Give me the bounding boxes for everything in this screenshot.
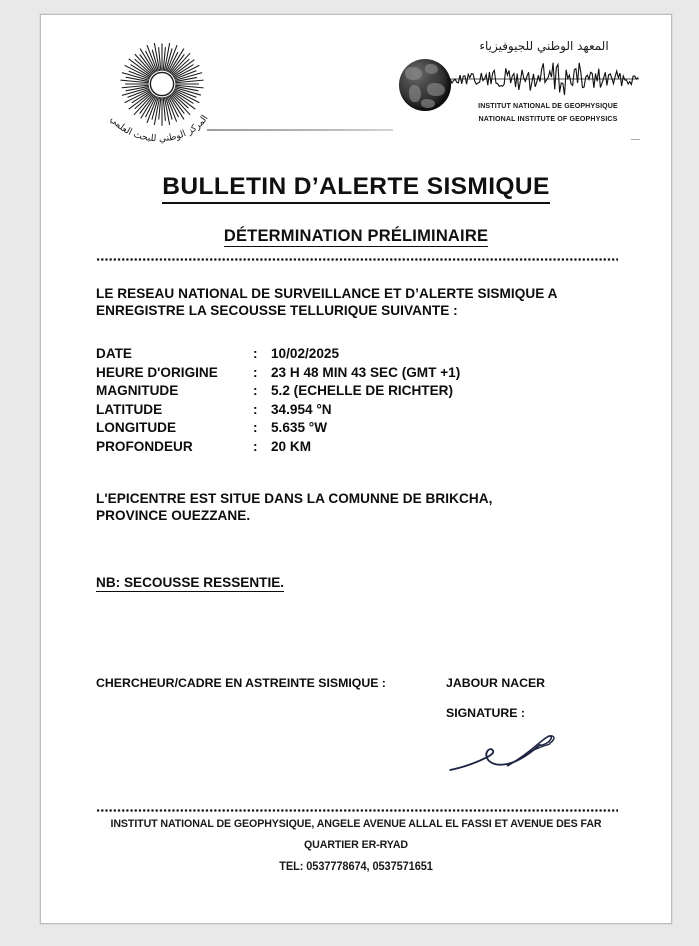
signature-label: SIGNATURE : [446,706,526,720]
intro-paragraph [96,285,558,319]
event-parameter-row [96,346,460,365]
event-parameter-value: 5.2 (ECHELLE DE RICHTER) [271,383,454,398]
left-logo-arabic-text: المركز الوطني للبحث العلمي [107,113,211,145]
left-logo-arabic-caption [99,99,219,145]
page-title-text: BULLETIN D’ALERTE SISMIQUE [162,173,549,204]
page-subtitle-text: DÉTERMINATION PRÉLIMINAIRE [223,227,489,245]
footer-district: QUARTIER ER-RYAD [304,839,408,851]
epicentre-line-1: L'EPICENTRE EST SITUE DANS LA COMUNNE DE BRIKCHA, [96,491,493,506]
event-parameter-separator: : [253,401,258,417]
event-parameter-value: 20 KM [271,438,312,454]
document-header [41,15,671,145]
event-parameter-separator: : [253,364,258,380]
event-parameter-separator: : [253,420,258,435]
event-parameters-table [96,346,460,457]
divider-top [96,258,618,261]
event-parameter-row [96,402,460,421]
event-parameter-separator: : [253,383,258,398]
event-parameter-row [96,383,460,402]
header-dash-right [631,139,640,140]
event-parameter-row [96,365,460,384]
document-page [40,14,672,924]
event-parameter-label: LONGITUDE [96,420,177,435]
intro-line-1: LE RESEAU NATIONAL DE SURVEILLANCE ET D’ALERTE SISMIQUE A [96,286,558,301]
left-logo [99,41,219,145]
right-logo [391,37,641,137]
intro-line-2: ENREGISTRE LA SECOUSSE TELLURIQUE SUIVANTE : [96,303,458,318]
epicentre-line-2: PROVINCE OUEZZANE. [96,508,251,523]
institute-name-fr: INSTITUT NATIONAL DE GEOPHYSIQUE [478,101,618,110]
event-parameter-label: DATE [96,346,132,361]
event-parameter-row [96,420,460,439]
event-parameter-value: 10/02/2025 [271,346,340,361]
event-parameter-label: HEURE D'ORIGINE [96,364,218,380]
page-subtitle [41,227,671,246]
note-line [96,575,284,590]
event-parameter-label: MAGNITUDE [96,383,179,398]
page-title [41,173,671,201]
right-logo-arabic-name: المعهد الوطني للجيوفيزياء [479,39,609,53]
event-parameter-label: PROFONDEUR [96,438,193,454]
duty-officer-name: JABOUR NACER [446,676,546,690]
handwritten-signature-icon [446,727,586,785]
svg-text:المركز الوطني للبحث العلمي [108,113,211,144]
epicentre-paragraph [96,490,492,524]
note-text: NB: SECOUSSE RESSENTIE. [96,575,285,590]
header-rule-left [207,129,393,131]
divider-bottom [96,809,618,812]
event-parameter-separator: : [253,346,258,361]
footer-address: INSTITUT NATIONAL DE GEOPHYSIQUE, ANGELE AVENUE ALLAL EL FASSI ET AVENUE DES FAR [110,818,602,830]
event-parameter-row [96,439,460,458]
footer-phone: TEL: 0537778674, 0537571651 [279,860,433,873]
globe-icon [399,59,451,111]
event-parameter-value: 23 H 48 MIN 43 SEC (GMT +1) [271,364,461,380]
event-parameter-label: LATITUDE [96,401,163,417]
institute-name-en: NATIONAL INSTITUTE OF GEOPHYSICS [478,114,618,123]
event-parameter-value: 5.635 °W [271,420,328,435]
event-parameter-value: 34.954 °N [271,401,332,417]
seismogram-waveform-icon [447,59,639,99]
duty-officer-label: CHERCHEUR/CADRE EN ASTREINTE SISMIQUE : [96,676,386,690]
event-parameter-separator: : [253,438,258,454]
